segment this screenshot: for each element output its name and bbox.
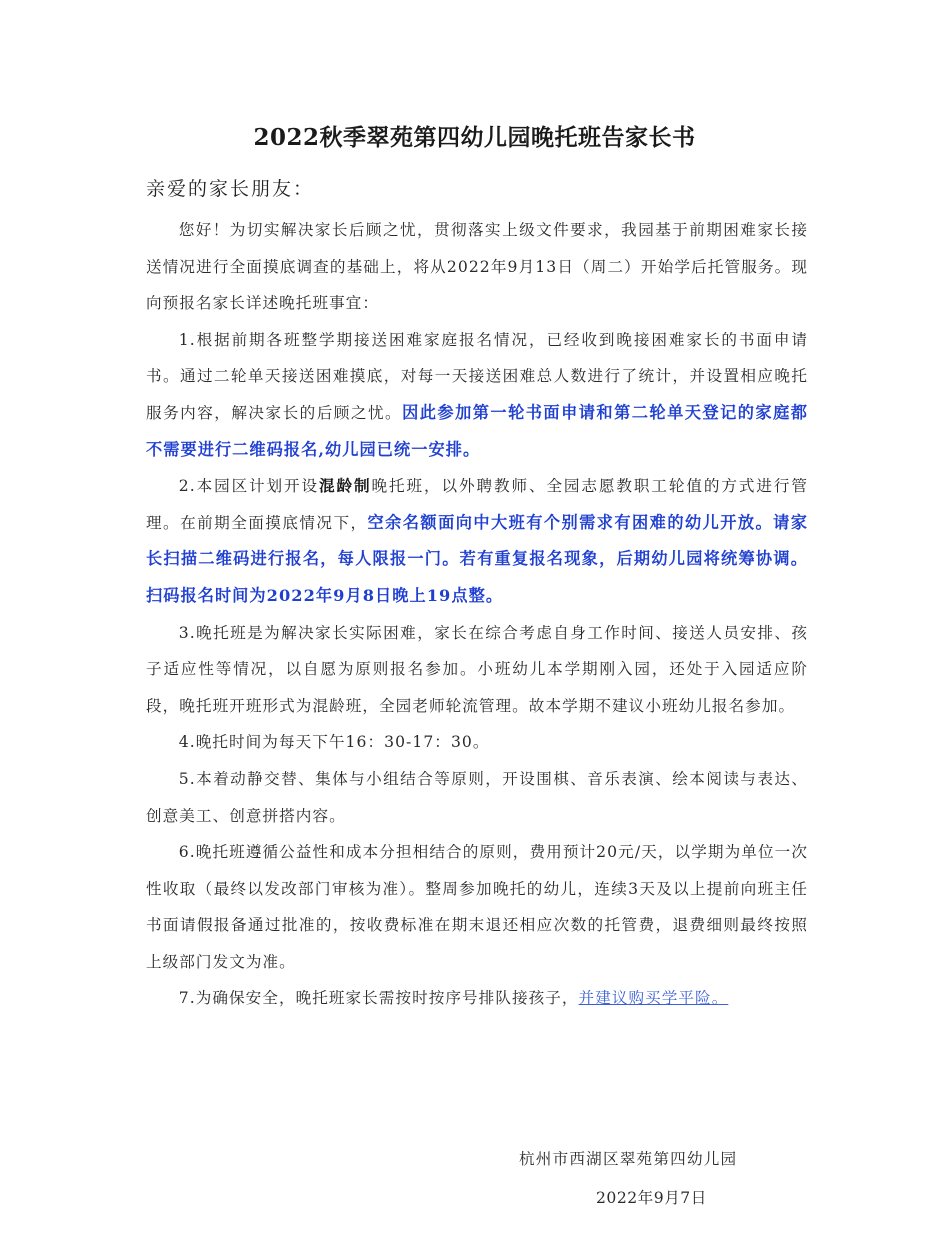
- item-7-paragraph: [146, 980, 808, 1017]
- signature-date: 2022年9月7日: [596, 1189, 707, 1207]
- insurance-link[interactable]: 并建议购买学平险。: [578, 989, 729, 1008]
- item-2-highlight: 空余名额面向中大班有个别需求有困难的幼儿开放。请家长扫描二维码进行报名，每人限报一门。若有重复报名现象，后期幼儿园将统筹协调。扫码报名时间为2022年9月8日晚上19点整。: [146, 512, 808, 605]
- item-4-paragraph: 4.晚托时间为每天下午16：30-17：30。: [178, 733, 490, 752]
- item-2-bold-term: 混龄制: [319, 476, 372, 496]
- item-3-paragraph: 3.晚托班是为解决家长实际困难，家长在综合考虑自身工作时间、接送人员安排、孩子适应性等情况，以自愿为原则报名参加。小班幼儿本学期刚入园，还处于入园适应阶段，晚托班开班形式为混龄班，全园老师轮流管理。故本学期不建议小班幼儿报名参加。: [146, 623, 808, 715]
- item-7-text: 7.为确保安全，晚托班家长需按时按序号排队接孩子，: [178, 989, 579, 1008]
- intro-paragraph: 您好！为切实解决家长后顾之忧，贯彻落实上级文件要求，我园基于前期困难家长接送情况进行全面摸底调查的基础上，将从2022年9月13日（周二）开始学后托管服务。现向预报名家长详述晚托班事宜：: [146, 221, 808, 313]
- item-2-text-b: 晚托班，以外聘教师、全园志愿教职工轮值的方式进行管理。在前期全面摸底情况下，: [146, 477, 808, 532]
- salutation: 亲爱的家长朋友：: [146, 178, 315, 200]
- item-2-text-a: 2.本园区计划开设: [178, 477, 320, 496]
- document-title: 2022秋季翠苑第四幼儿园晚托班告家长书: [253, 124, 696, 151]
- item-6-paragraph: 6.晚托班遵循公益性和成本分担相结合的原则，费用预计20元/天，以学期为单位一次性收取（最终以发改部门审核为准）。整周参加晚托的幼儿，连续3天及以上提前向班主任书面请假报备通过批准的，按收费标准在期末退还相应次数的托管费，退费细则最终按照上级部门发文为准。: [146, 843, 808, 971]
- item-1-highlight: 因此参加第一轮书面申请和第二轮单天登记的家庭都不需要进行二维码报名,幼儿园已统一安排。: [146, 402, 808, 459]
- letter-body: [146, 212, 808, 1017]
- item-1-text: 1.根据前期各班整学期接送困难家庭报名情况，已经收到晚接困难家长的书面申请书。通过二轮单天接送困难摸底，对每一天接送困难总人数进行了统计，并设置相应晚托服务内容，解决家长的后顾之忧。: [146, 330, 808, 422]
- item-2-paragraph: [146, 468, 808, 614]
- item-1-paragraph: [146, 322, 808, 468]
- signature-organization: 杭州市西湖区翠苑第四幼儿园: [519, 1150, 738, 1168]
- item-5-paragraph: 5.本着动静交替、集体与小组结合等原则，开设围棋、音乐表演、绘本阅读与表达、创意美工、创意拼搭内容。: [146, 769, 808, 825]
